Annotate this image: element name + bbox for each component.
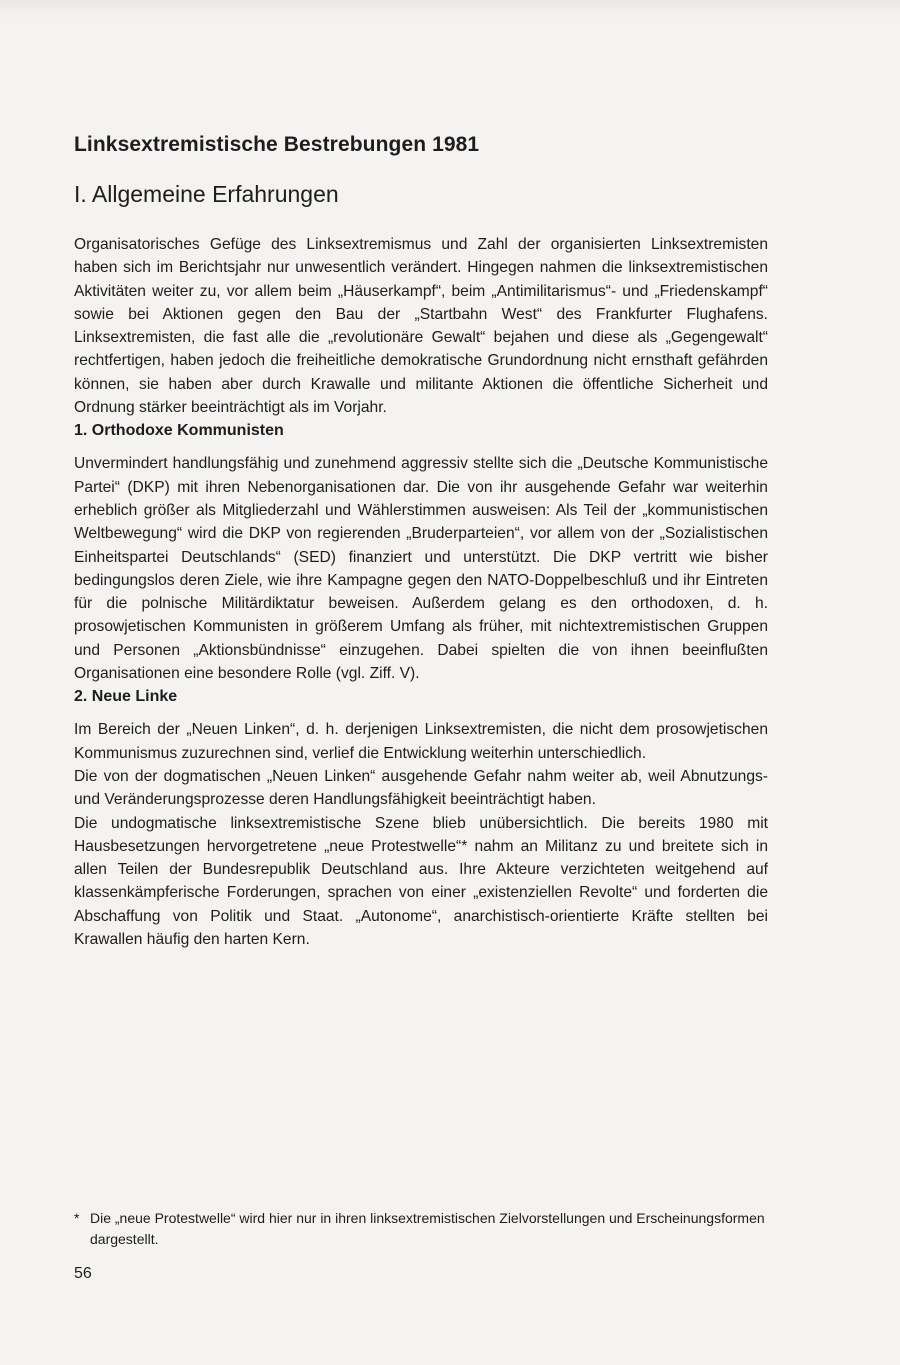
footnote-text: Die „neue Protestwelle“ wird hier nur in ihren linksextremistischen Zielvorstellungen und Erscheinungsformen dargestellt. bbox=[90, 1210, 765, 1247]
intro-paragraph: Organisatorisches Gefüge des Linksextremismus und Zahl der organisierten Linksextremisten haben sich im Berichtsjahr nur unwesentlich verändert. Hingegen nahmen die linksextremistischen Aktivitäten weiter zu, vor allem beim „Häuserkampf“, beim „Antimilitarismus“- und „Friedenskampf“ sowie bei Aktionen gegen den Bau der „Startbahn West“ des Frankfurter Flughafens. Linksextremisten, die fast alle die „revolutionäre Gewalt“ bejahen und diese als „Gegengewalt“ rechtfertigen, haben jedoch die freiheitliche demokratische Grundordnung nicht ernsthaft gefährden können, sie haben aber durch Krawalle und militante Aktionen die öffentliche Sicherheit und Ordnung stärker beeinträchtigt als im Vorjahr. bbox=[74, 236, 768, 417]
scan-edge bbox=[0, 0, 900, 22]
document-page bbox=[74, 130, 768, 951]
footnote bbox=[74, 1208, 768, 1250]
document-title: Linksextremistische Bestrebungen 1981 bbox=[74, 133, 480, 156]
section-2-paragraph-1: Im Bereich der „Neuen Linken“, d. h. derjenigen Linksextremisten, die nicht dem prosowjetischen Kommunismus zuzurechnen sind, verlief die Entwicklung weiterhin unterschiedlich. bbox=[74, 721, 768, 762]
section-1-paragraph-1: Unvermindert handlungsfähig und zunehmend aggressiv stellte sich die „Deutsche Kommunistische Partei“ (DKP) mit ihren Nebenorganisationen dar. Die von ihr ausgehende Gefahr war weiterhin erheblich größer als Mitgliederzahl und Wählerstimmen ausweisen: Als Teil der „kommunistischen Weltbewegung“ wird die DKP von regierenden „Bruderparteien“, vor allem von der „Sozialistischen Einheitspartei Deutschlands“ (SED) finanziert und unterstützt. Die DKP vertritt wie bisher bedingungslos deren Ziele, wie ihre Kampagne gegen den NATO-Doppelbeschluß und ihr Eintreten für die polnische Militärdiktatur beweisen. Außerdem gelang es den orthodoxen, d. h. prosowjetischen Kommunisten in größerem Umfang als früher, mit nichtextremistischen Gruppen und Personen „Aktionsbündnisse“ einzugehen. Dabei spielten die von ihnen beeinflußten Organisationen eine besondere Rolle (vgl. Ziff. V). bbox=[74, 455, 768, 683]
section-2-paragraph-2: Die von der dogmatischen „Neuen Linken“ ausgehende Gefahr nahm weiter ab, weil Abnutzungs- und Veränderungsprozesse deren Handlungsfähigkeit beeinträchtigt haben. bbox=[74, 767, 768, 809]
section-heading-orthodoxe-kommunisten: 1. Orthodoxe Kommunisten bbox=[74, 422, 284, 440]
chapter-heading: I. Allgemeine Erfahrungen bbox=[74, 181, 339, 207]
section-2-paragraph-3: Die undogmatische linksextremistische Szene blieb unübersichtlich. Die bereits 1980 mit Hausbesetzungen hervorgetretene „neue Protestwelle“* nahm an Militanz zu und breitete sich in allen Teilen der Bundesrepublik Deutschland aus. Ihre Akteure verzichteten weitgehend auf klassenkämpferische Forderungen, sprachen von einer „existenziellen Revolte“ und forderten die Abschaffung von Politik und Staat. „Autonome“, anarchistisch-orientierte Kräfte stellten bei Krawallen häufig den harten Kern. bbox=[74, 814, 768, 949]
footnote-mark: * bbox=[74, 1210, 80, 1226]
section-heading-neue-linke: 2. Neue Linke bbox=[74, 688, 178, 706]
page-number: 56 bbox=[74, 1265, 92, 1282]
